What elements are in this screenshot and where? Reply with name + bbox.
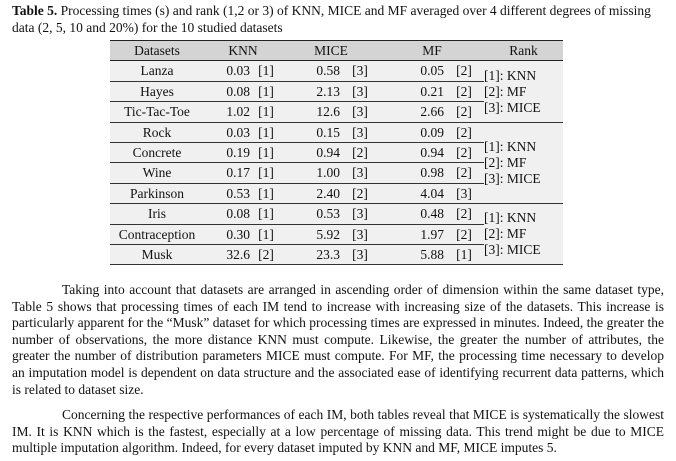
rank-legend-line: [3]: MICE xyxy=(484,99,541,115)
mice-time-cell: 0.15 xyxy=(282,122,340,142)
mf-time-cell: 4.04 xyxy=(380,183,444,203)
knn-rank-cell: [1] xyxy=(250,163,282,183)
mf-rank-cell: [2] xyxy=(444,102,484,122)
knn-time-cell: 0.08 xyxy=(204,204,250,224)
processing-times-table xyxy=(110,40,563,265)
mice-rank-cell: [2] xyxy=(340,143,380,163)
mf-rank-cell: [2] xyxy=(444,61,484,81)
dataset-cell: Hayes xyxy=(110,81,204,101)
rank-legend-line: [2]: MF xyxy=(484,226,527,242)
paragraph-1: Taking into account that datasets are arranged in ascending order of dimension within the same dataset type, Table 5 shows that processing times of each IM tend to increase with increasing size of the datasets. This increase is particularly apparent for the “Musk” dataset for which processing times are expressed in minutes. Indeed, the greater the number of observations, the more distance KNN must compute. Likewise, the greater the number of attributes, the greater the number of distribution parameters MICE must compute. For MF, the processing time necessary to develop an imputation model is dependent on data structure and the associated ease of identifying recurrent data patterns, which is related to dataset size. xyxy=(12,282,664,397)
dataset-cell: Iris xyxy=(110,204,204,224)
mf-time-cell: 1.97 xyxy=(380,224,444,244)
rank-legend-cell xyxy=(484,204,563,265)
mice-time-cell: 23.3 xyxy=(282,245,340,265)
mice-rank-cell: [3] xyxy=(340,224,380,244)
mice-rank-cell: [3] xyxy=(340,81,380,101)
mice-rank-cell: [3] xyxy=(340,163,380,183)
mf-time-cell: 5.88 xyxy=(380,245,444,265)
rank-legend-cell xyxy=(484,61,563,122)
dataset-cell: Rock xyxy=(110,122,204,142)
caption-text: Processing times (s) and rank (1,2 or 3) of KNN, MICE and MF averaged over 4 different degrees of missing data (2, 5, 10 and 20%) for the 10 studied datasets xyxy=(12,3,651,35)
mf-time-cell: 0.21 xyxy=(380,81,444,101)
mice-rank-cell: [3] xyxy=(340,102,380,122)
dataset-cell: Concrete xyxy=(110,143,204,163)
mice-rank-cell: [3] xyxy=(340,245,380,265)
mf-rank-cell: [2] xyxy=(444,163,484,183)
dataset-cell: Musk xyxy=(110,245,204,265)
table-group xyxy=(110,204,563,265)
mice-time-cell: 2.13 xyxy=(282,81,340,101)
mice-time-cell: 1.00 xyxy=(282,163,340,183)
rank-legend-line: [1]: KNN xyxy=(484,67,537,83)
knn-rank-cell: [2] xyxy=(250,245,282,265)
table-row xyxy=(110,122,563,142)
mice-rank-cell: [2] xyxy=(340,183,380,203)
mf-rank-cell: [3] xyxy=(444,183,484,203)
header-datasets: Datasets xyxy=(110,41,204,61)
mf-rank-cell: [2] xyxy=(444,143,484,163)
rank-legend-line: [1]: KNN xyxy=(484,138,537,154)
header-rank: Rank xyxy=(484,41,563,61)
knn-time-cell: 0.03 xyxy=(204,122,250,142)
knn-rank-cell: [1] xyxy=(250,122,282,142)
knn-time-cell: 1.02 xyxy=(204,102,250,122)
mf-rank-cell: [2] xyxy=(444,81,484,101)
knn-time-cell: 0.30 xyxy=(204,224,250,244)
dataset-cell: Contraception xyxy=(110,224,204,244)
knn-rank-cell: [1] xyxy=(250,102,282,122)
dataset-cell: Parkinson xyxy=(110,183,204,203)
rank-legend-line: [2]: MF xyxy=(484,83,527,99)
mf-time-cell: 2.66 xyxy=(380,102,444,122)
mice-rank-cell: [3] xyxy=(340,204,380,224)
knn-time-cell: 0.53 xyxy=(204,183,250,203)
mf-rank-cell: [2] xyxy=(444,122,484,142)
knn-time-cell: 0.19 xyxy=(204,143,250,163)
table-caption xyxy=(12,2,664,36)
mf-time-cell: 0.94 xyxy=(380,143,444,163)
mf-rank-cell: [2] xyxy=(444,224,484,244)
header-mice: MICE xyxy=(282,41,380,61)
knn-time-cell: 32.6 xyxy=(204,245,250,265)
mf-time-cell: 0.98 xyxy=(380,163,444,183)
knn-time-cell: 0.17 xyxy=(204,163,250,183)
knn-rank-cell: [1] xyxy=(250,143,282,163)
knn-rank-cell: [1] xyxy=(250,183,282,203)
table-group xyxy=(110,122,563,204)
rank-legend-line: [1]: KNN xyxy=(484,210,537,226)
knn-rank-cell: [1] xyxy=(250,204,282,224)
rank-legend-line: [3]: MICE xyxy=(484,242,541,258)
mice-rank-cell: [3] xyxy=(340,122,380,142)
table-row xyxy=(110,61,563,81)
dataset-cell: Lanza xyxy=(110,61,204,81)
mice-time-cell: 0.58 xyxy=(282,61,340,81)
header-knn: KNN xyxy=(204,41,282,61)
knn-rank-cell: [1] xyxy=(250,224,282,244)
rank-legend-cell xyxy=(484,122,563,204)
table-row xyxy=(110,204,563,224)
mice-time-cell: 0.53 xyxy=(282,204,340,224)
knn-time-cell: 0.08 xyxy=(204,81,250,101)
mice-time-cell: 2.40 xyxy=(282,183,340,203)
knn-rank-cell: [1] xyxy=(250,81,282,101)
mf-time-cell: 0.48 xyxy=(380,204,444,224)
dataset-cell: Wine xyxy=(110,163,204,183)
rank-legend-line: [3]: MICE xyxy=(484,170,541,186)
mf-rank-cell: [1] xyxy=(444,245,484,265)
mf-time-cell: 0.05 xyxy=(380,61,444,81)
paragraph-2: Concerning the respective performances of each IM, both tables reveal that MICE is systematically the slowest IM. It is KNN which is the fastest, especially at a low percentage of missing data. This trend might be due to MICE multiple imputation algorithm. Indeed, for every dataset imputed by KNN and MF, MICE imputes 5. xyxy=(12,407,664,456)
header-row xyxy=(110,41,563,61)
table-group xyxy=(110,61,563,122)
rank-legend-line: [2]: MF xyxy=(484,154,527,170)
mf-rank-cell: [2] xyxy=(444,204,484,224)
mf-time-cell: 0.09 xyxy=(380,122,444,142)
mice-time-cell: 0.94 xyxy=(282,143,340,163)
knn-rank-cell: [1] xyxy=(250,61,282,81)
dataset-cell: Tic-Tac-Toe xyxy=(110,102,204,122)
knn-time-cell: 0.03 xyxy=(204,61,250,81)
mice-rank-cell: [3] xyxy=(340,61,380,81)
mice-time-cell: 12.6 xyxy=(282,102,340,122)
mice-time-cell: 5.92 xyxy=(282,224,340,244)
caption-label: Table 5. xyxy=(12,3,58,18)
header-mf: MF xyxy=(380,41,484,61)
